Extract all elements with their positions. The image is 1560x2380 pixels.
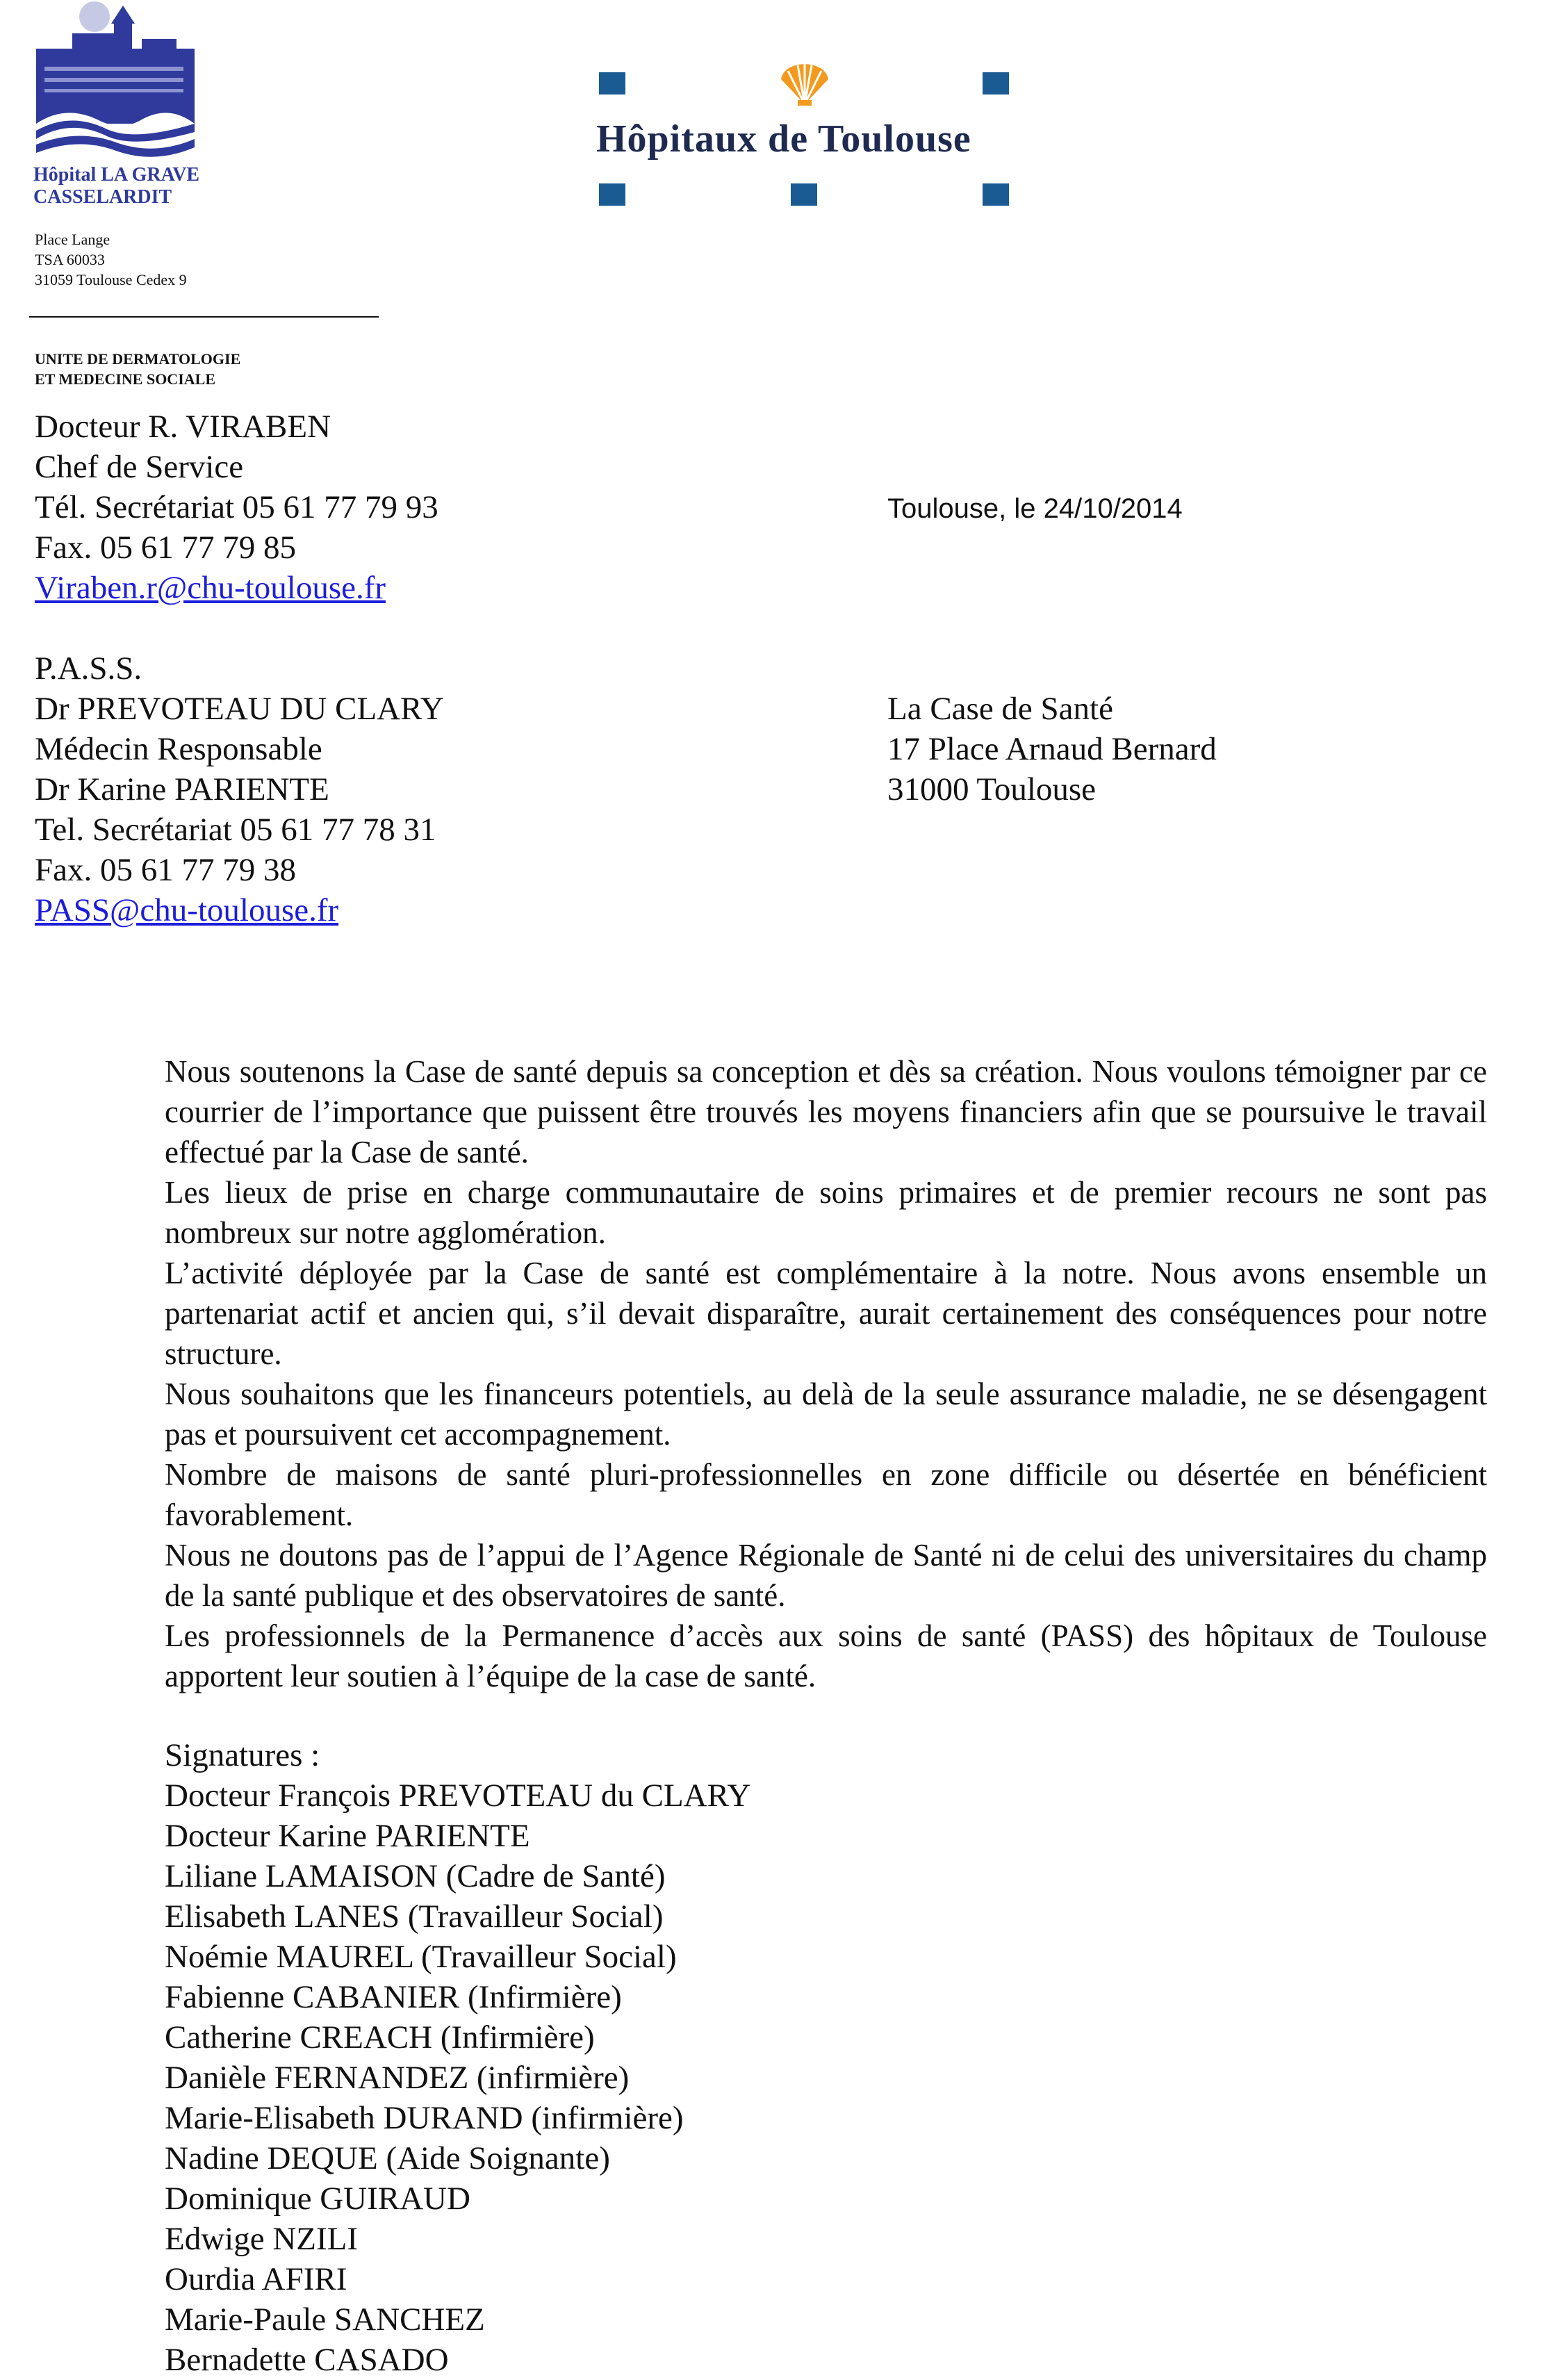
sender2-email-link[interactable]: PASS@chu-toulouse.fr [35, 892, 339, 928]
signature-name: Noémie MAUREL (Travailleur Social) [165, 1939, 677, 1975]
signature-name: Bernadette CASADO [165, 2342, 449, 2378]
sender2-service: P.A.S.S. [35, 650, 142, 687]
unit-name-line2: ET MEDECINE SOCIALE [35, 370, 215, 388]
signature-name: Liliane LAMAISON (Cadre de Santé) [165, 1858, 666, 1894]
body-paragraph: Nous souhaitons que les financeurs potentiels, au delà de la seule assurance maladie, ne se désengagent pas et poursuivent cet accompagnement. [165, 1377, 1487, 1452]
sender1-email-link[interactable]: Viraben.r@chu-toulouse.fr [35, 570, 386, 606]
sender2-phone: Tel. Secrétariat 05 61 77 78 31 [35, 812, 436, 848]
body-paragraph: Les lieux de prise en charge communautaire de soins primaires et de premier recours ne sont pas nombreux sur notre agglomération. [165, 1175, 1487, 1250]
logo-square [983, 183, 1009, 206]
date-line: Toulouse, le 24/10/2014 [887, 493, 1183, 524]
la-grave-name-line1: Hôpital LA GRAVE [33, 164, 200, 186]
address-line: Place Lange [35, 231, 110, 248]
body-paragraph: Les professionnels de la Permanence d’accès aux soins de santé (PASS) des hôpitaux de Toulouse apportent leur soutien à l’équipe de la case de santé. [165, 1618, 1487, 1693]
recipient-line: 17 Place Arnaud Bernard [887, 731, 1217, 767]
sender2-fax: Fax. 05 61 77 79 38 [35, 852, 296, 888]
signatures-heading: Signatures : [165, 1737, 320, 1773]
hopitaux-de-toulouse-wordmark: Hôpitaux de Toulouse [596, 117, 971, 161]
signature-name: Elisabeth LANES (Travailleur Social) [165, 1898, 664, 1935]
body-paragraph: Nombre de maisons de santé pluri-professionnelles en zone difficile ou désertée en bénéficient favorablement. [165, 1457, 1487, 1532]
logo-square [599, 183, 625, 206]
la-grave-emblem-icon [31, 0, 204, 167]
letter-body [165, 1051, 1487, 1696]
la-grave-name-line2: CASSELARDIT [33, 186, 172, 208]
logo-square [983, 72, 1009, 95]
body-paragraph: Nous soutenons la Case de santé depuis sa conception et dès sa création. Nous voulons témoigner par ce courrier de l’importance que puissent être trouvés les moyens financiers afin que se poursuive le travail effectué par la Case de santé. [165, 1054, 1487, 1170]
sender2-role1: Médecin Responsable [35, 731, 322, 767]
recipient-line: 31000 Toulouse [887, 771, 1097, 807]
signature-name: Danièle FERNANDEZ (infirmière) [165, 2060, 630, 2096]
signature-name: Nadine DEQUE (Aide Soignante) [165, 2140, 610, 2176]
logo-square [599, 72, 625, 95]
hospital-la-grave-logo [31, 0, 204, 215]
address-line: TSA 60033 [35, 251, 105, 268]
sender1-fax: Fax. 05 61 77 79 85 [35, 530, 296, 566]
signature-name: Marie-Paule SANCHEZ [165, 2301, 485, 2338]
hopitaux-de-toulouse-logo [591, 61, 1021, 214]
sender1-phone: Tél. Secrétariat 05 61 77 79 93 [35, 489, 438, 525]
signature-name: Docteur Karine PARIENTE [165, 1818, 530, 1854]
signatures-block [165, 1735, 750, 2380]
header-divider [29, 316, 379, 318]
sender2-name2: Dr Karine PARIENTE [35, 771, 329, 807]
recipient-line: La Case de Santé [887, 691, 1113, 727]
address-line: 31059 Toulouse Cedex 9 [35, 271, 187, 288]
sender1-role: Chef de Service [35, 449, 244, 485]
body-paragraph: L’activité déployée par la Case de santé est complémentaire à la notre. Nous avons ensemble un partenariat actif et ancien qui, s’il devait disparaître, aurait certainement des conséquences pour notre structure. [165, 1256, 1487, 1371]
signature-name: Fabienne CABANIER (Infirmière) [165, 1979, 622, 2015]
signature-name: Dominique GUIRAUD [165, 2181, 470, 2217]
signature-name: Edwige NZILI [165, 2221, 358, 2257]
body-paragraph: Nous ne doutons pas de l’appui de l’Agence Régionale de Santé ni de celui des universitaires du champ de la santé publique et des observatoires de santé. [165, 1538, 1487, 1613]
sender2-name1: Dr PREVOTEAU DU CLARY [35, 691, 444, 727]
unit-name-line1: UNITE DE DERMATOLOGIE [35, 350, 241, 368]
scallop-shell-icon [778, 61, 831, 107]
signature-name: Docteur François PREVOTEAU du CLARY [165, 1778, 751, 1814]
signature-name: Marie-Elisabeth DURAND (infirmière) [165, 2100, 684, 2136]
signature-name: Catherine CREACH (Infirmière) [165, 2019, 595, 2055]
sender1-name: Docteur R. VIRABEN [35, 409, 331, 445]
logo-square [791, 183, 817, 206]
signature-name: Ourdia AFIRI [165, 2261, 347, 2297]
